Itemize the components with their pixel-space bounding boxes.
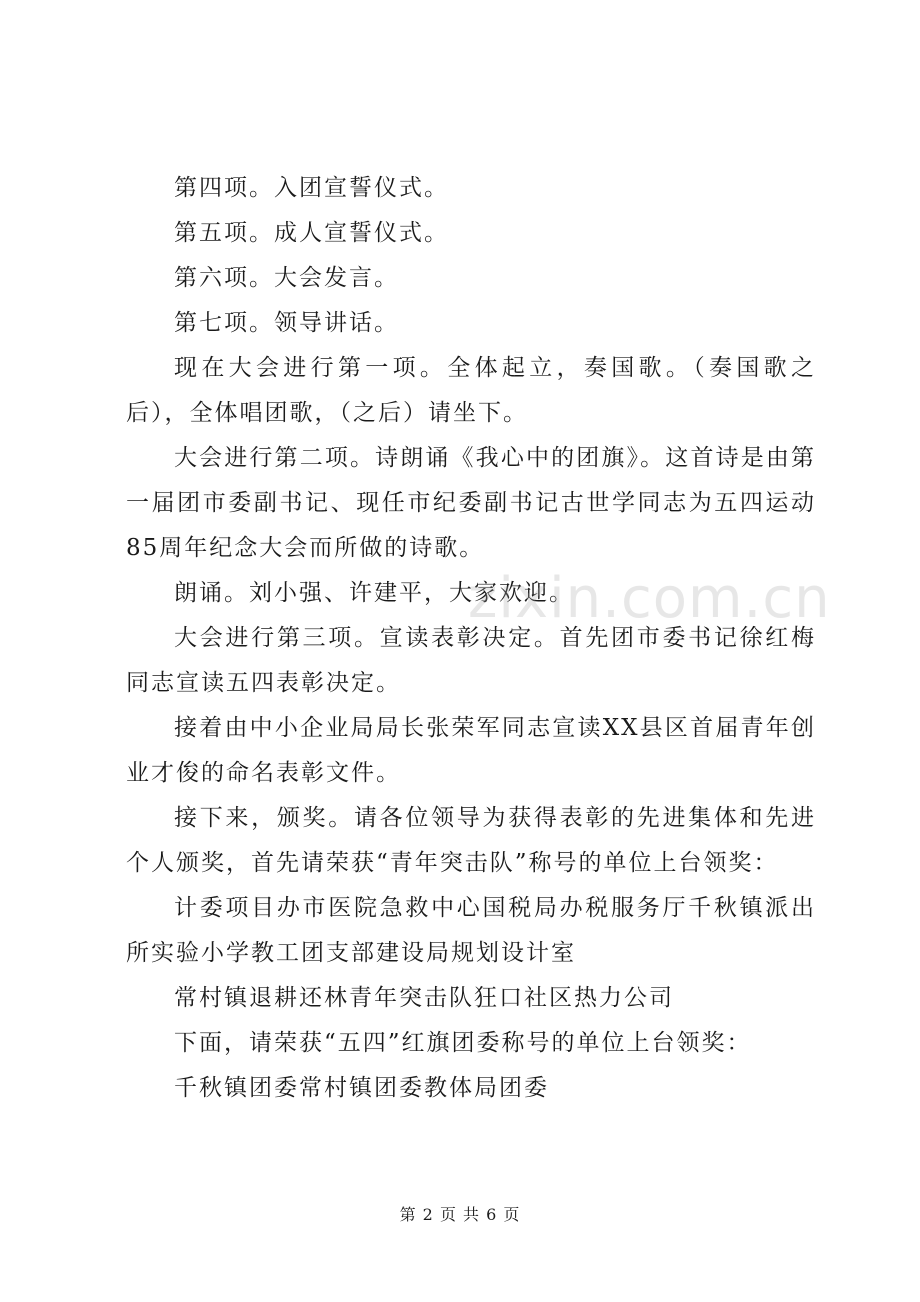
paragraph: 朗诵。刘小强、许建平，大家欢迎。 bbox=[174, 580, 574, 606]
paragraph: 接下来，颁奖。请各位领导为获得表彰的先进集体和先进个人颁奖，首先请荣获“青年突击队”称号的单位上台领奖： bbox=[126, 805, 816, 876]
paragraph: 现在大会进行第一项。全体起立，奏国歌。（奏国歌之后），全体唱团歌，（之后）请坐下。 bbox=[126, 355, 816, 426]
paragraph: 第五项。成人宣誓仪式。 bbox=[174, 220, 449, 246]
paragraph: 大会进行第二项。诗朗诵《我心中的团旗》。这首诗是由第一届团市委副书记、现任市纪委副书记古世学同志为五四运动85周年纪念大会而所做的诗歌。 bbox=[126, 445, 816, 561]
document-body bbox=[126, 166, 816, 1111]
paragraph: 接着由中小企业局局长张荣军同志宣读XX县区首届青年创业才俊的命名表彰文件。 bbox=[126, 715, 816, 786]
page-footer: 第 2 页 共 6 页 bbox=[399, 1205, 521, 1224]
paragraph: 计委项目办市医院急救中心国税局办税服务厅千秋镇派出所实验小学教工团支部建设局规划设计室 bbox=[126, 895, 816, 966]
paragraph: 大会进行第三项。宣读表彰决定。首先团市委书记徐红梅同志宣读五四表彰决定。 bbox=[126, 625, 816, 696]
watermark: zixin.com.cn bbox=[468, 566, 831, 631]
paragraph: 常村镇退耕还林青年突击队狂口社区热力公司 bbox=[174, 985, 674, 1011]
paragraph: 第七项。领导讲话。 bbox=[174, 310, 399, 336]
paragraph: 第四项。入团宣誓仪式。 bbox=[174, 175, 449, 201]
paragraph: 第六项。大会发言。 bbox=[174, 265, 399, 291]
paragraph: 千秋镇团委常村镇团委教体局团委 bbox=[174, 1075, 549, 1101]
paragraph: 下面，请荣获“五四”红旗团委称号的单位上台领奖： bbox=[174, 1030, 752, 1056]
